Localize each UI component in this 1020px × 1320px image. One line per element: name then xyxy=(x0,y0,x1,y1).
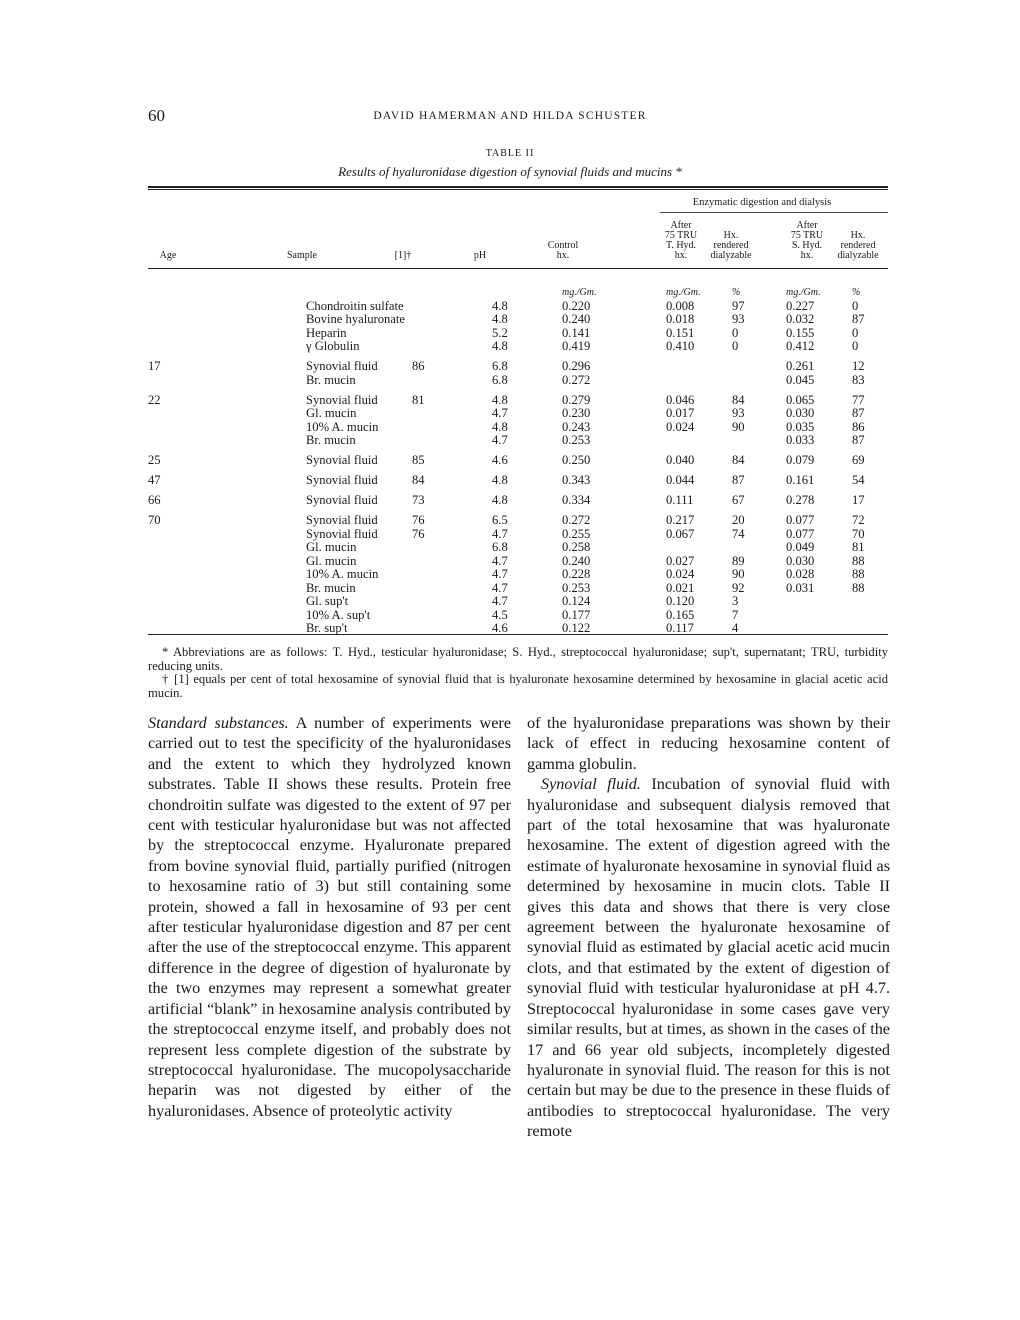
cell-age: 47 xyxy=(148,473,161,487)
running-head: DAVID HAMERMAN AND HILDA SCHUSTER xyxy=(373,110,647,122)
table-row xyxy=(148,555,888,569)
cell-sample: Synovial fluid xyxy=(306,392,378,407)
cell-age xyxy=(148,313,222,327)
cell-t_after: 0.040 xyxy=(666,453,695,467)
cell-sample: Synovial fluid xyxy=(306,526,378,541)
cell-sample: 10% A. mucin xyxy=(306,567,379,581)
paragraph-synovial-fluid xyxy=(527,774,890,1141)
cell-age xyxy=(148,407,222,421)
table-row xyxy=(148,528,888,542)
cell-sample: Br. sup't xyxy=(306,621,348,635)
cell-t_rendered: 97 xyxy=(732,298,745,313)
header-sample: Sample xyxy=(287,250,317,261)
cell-s_rendered: 88 xyxy=(852,567,865,581)
cell-t_after: 0.117 xyxy=(666,621,694,635)
cell-age xyxy=(148,434,222,448)
cell-age xyxy=(148,340,222,354)
span-header-rule xyxy=(660,212,888,213)
table-caption: Results of hyaluronidase digestion of synovial fluids and mucins * xyxy=(338,164,682,179)
cell-age: 66 xyxy=(148,493,161,507)
cell-t_rendered xyxy=(724,374,784,388)
cell-control: 0.243 xyxy=(562,419,591,434)
cell-age xyxy=(148,327,222,341)
cell-s_after: 0.028 xyxy=(786,567,815,581)
cell-s_rendered: 12 xyxy=(852,359,865,373)
cell-age xyxy=(148,374,222,388)
cell-s_after: 0.161 xyxy=(786,473,815,487)
cell-s_after: 0.155 xyxy=(786,325,815,340)
header-t-after: After 75 TRU T. Hyd. hx. xyxy=(664,220,698,261)
cell-s_rendered: 81 xyxy=(852,540,865,554)
table-row xyxy=(148,514,888,528)
cell-ph: 4.7 xyxy=(492,594,508,608)
cell-bracket xyxy=(382,555,466,569)
table-row xyxy=(148,595,888,609)
cell-control: 0.279 xyxy=(562,392,591,407)
cell-t_after: 0.008 xyxy=(666,298,695,313)
cell-t_after xyxy=(660,434,724,448)
cell-t_after xyxy=(660,360,724,374)
table-head-rule xyxy=(148,268,888,269)
table-label: TABLE II xyxy=(485,148,535,159)
cell-t_rendered: 87 xyxy=(732,473,745,487)
cell-t_rendered: 84 xyxy=(732,392,745,407)
cell-ph: 6.5 xyxy=(492,513,508,527)
cell-t_rendered: 90 xyxy=(732,567,745,581)
cell-age: 70 xyxy=(148,513,161,527)
cell-t_rendered: 89 xyxy=(732,553,745,568)
paragraph-lead: Synovial fluid. xyxy=(541,775,641,794)
cell-t_after: 0.046 xyxy=(666,392,695,407)
header-control: Control hx. xyxy=(547,240,579,261)
table-footnotes xyxy=(148,646,888,700)
cell-t_rendered: 0 xyxy=(732,339,739,353)
cell-t_rendered xyxy=(724,434,784,448)
cell-ph: 5.2 xyxy=(492,325,508,340)
cell-ph: 4.8 xyxy=(492,339,508,353)
cell-t_after: 0.151 xyxy=(666,325,695,340)
cell-control: 0.240 xyxy=(562,553,591,568)
cell-s_rendered xyxy=(848,609,888,623)
cell-s_rendered: 87 xyxy=(852,406,865,420)
cell-bracket: 76 xyxy=(412,526,425,541)
cell-bracket: 86 xyxy=(412,359,425,373)
cell-t_after: 0.165 xyxy=(666,607,695,622)
cell-s_after: 0.278 xyxy=(786,493,815,507)
units-row xyxy=(148,286,888,300)
cell-control: 0.419 xyxy=(562,339,591,353)
cell-control: 0.296 xyxy=(562,359,591,373)
cell-s_after: 0.065 xyxy=(786,392,815,407)
paragraph-lead: Standard substances. xyxy=(148,714,289,732)
cell-bracket: 85 xyxy=(412,453,425,467)
cell-t_after: 0.410 xyxy=(666,339,695,353)
cell-age xyxy=(148,609,222,623)
table-row xyxy=(148,374,888,388)
cell-t_rendered: 7 xyxy=(732,607,739,622)
cell-t_rendered: 92 xyxy=(732,580,745,595)
cell-t_after xyxy=(660,541,724,555)
cell-s_rendered: 87 xyxy=(852,433,865,447)
cell-s_rendered: 86 xyxy=(852,419,865,434)
cell-sample: Heparin xyxy=(306,325,347,340)
cell-age xyxy=(148,421,222,435)
cell-t_rendered: 67 xyxy=(732,493,745,507)
footnote-abbreviations: * Abbreviations are as follows: T. Hyd., testicular hyaluronidase; S. Hyd., streptococcal hyaluronidase; sup't, supernatant; TRU, turbidity reducing units. xyxy=(148,645,888,673)
footnote-bracket: † [1] equals per cent of total hexosamine of synovial fluid that is hyaluronate hexosamine determined by hexosamine in glacial acetic acid mucin. xyxy=(148,672,888,700)
cell-ph: 6.8 xyxy=(492,372,508,387)
cell-t_after: 0.024 xyxy=(666,567,695,581)
cell-ph: 4.8 xyxy=(492,392,508,407)
cell-ph: 4.6 xyxy=(492,453,508,467)
cell-bracket xyxy=(382,340,466,354)
body-column-right xyxy=(527,713,890,1142)
cell-t_after: 0.024 xyxy=(666,419,695,434)
cell-bracket xyxy=(382,407,466,421)
cell-age xyxy=(148,300,222,314)
table-row xyxy=(148,582,888,596)
table-row xyxy=(148,360,888,374)
cell-t_rendered: 4 xyxy=(732,621,739,635)
cell-age xyxy=(148,582,222,596)
cell-ph: 6.8 xyxy=(492,359,508,373)
cell-t_after: 0.027 xyxy=(666,553,695,568)
cell-bracket xyxy=(382,609,466,623)
cell-s_after: 0.045 xyxy=(786,372,815,387)
cell-t_rendered: 90 xyxy=(732,419,745,434)
paragraph-text: Incubation of synovial fluid with hyaluronidase and subsequent dialysis removed that part of the total hexosamine that was hyaluronate hexosamine. The extent of digestion agreed with the estimate of hyaluronate hexosamine in synovial fluid as determined by hexosamine in mucin clots. Table II gives this data and shows that there is very close agreement between the hyaluronate hexosamine of synovial fluid as estimated by glacial acetic acid mucin clots, and that estimated by the extent of digestion of synovial fluid with testicular hyaluronidase at pH 4.7. Streptococcal hyaluronidase in some cases gave very similar results, but at times, as shown in the cases of the 17 and 66 year old subjects, incompletely digested hyaluronate in synovial fluid. The reason for this is not certain but may be due to the presence in these fluids of antibodies to streptococcal hyaluronidase. The very remote xyxy=(527,775,890,1141)
cell-sample: Bovine hyaluronate xyxy=(306,312,405,326)
page-number: 60 xyxy=(148,106,165,125)
table-top-rule-inner xyxy=(148,189,888,190)
cell-sample: Br. mucin xyxy=(306,433,356,447)
cell-sample: Synovial fluid xyxy=(306,473,378,487)
cell-sample: Br. mucin xyxy=(306,372,356,387)
cell-age xyxy=(148,595,222,609)
unit-cell: % xyxy=(732,287,741,298)
cell-age: 17 xyxy=(148,359,161,373)
cell-s_rendered: 87 xyxy=(852,312,865,326)
table-row xyxy=(148,340,888,354)
cell-bracket: 84 xyxy=(412,473,425,487)
table-row xyxy=(148,327,888,341)
cell-control: 0.220 xyxy=(562,298,591,313)
paragraph-continued: of the hyaluronidase preparations was shown by their lack of effect in reducing hexosamine content of gamma globulin. xyxy=(527,714,890,773)
cell-s_after: 0.049 xyxy=(786,540,815,554)
cell-control: 0.230 xyxy=(562,406,591,420)
cell-control: 0.255 xyxy=(562,526,591,541)
cell-control: 0.334 xyxy=(562,493,591,507)
cell-t_rendered: 74 xyxy=(732,526,745,541)
cell-sample: Gl. sup't xyxy=(306,594,349,608)
cell-s_rendered: 72 xyxy=(852,513,865,527)
body-column-left xyxy=(148,713,511,1121)
cell-t_after: 0.018 xyxy=(666,312,695,326)
cell-control: 0.258 xyxy=(562,540,591,554)
cell-t_after xyxy=(660,374,724,388)
cell-ph: 4.7 xyxy=(492,526,508,541)
cell-sample: Synovial fluid xyxy=(306,453,378,467)
paragraph-standard-substances xyxy=(148,713,511,1121)
cell-control: 0.228 xyxy=(562,567,591,581)
span-header: Enzymatic digestion and dialysis xyxy=(692,197,832,208)
cell-control: 0.177 xyxy=(562,607,591,622)
cell-s_after: 0.030 xyxy=(786,553,815,568)
unit-cell: mg./Gm. xyxy=(666,287,701,298)
cell-ph: 4.8 xyxy=(492,312,508,326)
cell-s_after: 0.227 xyxy=(786,298,815,313)
cell-sample: Chondroitin sulfate xyxy=(306,298,404,313)
cell-s_after: 0.077 xyxy=(786,513,815,527)
header-s-rendered: Hx. rendered dialyzable xyxy=(837,230,879,261)
cell-t_after: 0.021 xyxy=(666,580,695,595)
cell-s_rendered: 0 xyxy=(852,339,859,353)
unit-cell xyxy=(148,286,222,300)
cell-s_after: 0.077 xyxy=(786,526,815,541)
cell-s_rendered: 17 xyxy=(852,493,865,507)
cell-sample: Synovial fluid xyxy=(306,359,378,373)
cell-s_rendered: 77 xyxy=(852,392,865,407)
cell-s_rendered xyxy=(848,595,888,609)
cell-ph: 6.8 xyxy=(492,540,508,554)
cell-s_after: 0.032 xyxy=(786,312,815,326)
cell-control: 0.141 xyxy=(562,325,591,340)
table-bottom-rule xyxy=(148,634,888,635)
cell-sample: Br. mucin xyxy=(306,580,356,595)
cell-bracket: 76 xyxy=(412,513,425,527)
table-row xyxy=(148,474,888,488)
cell-s_after: 0.030 xyxy=(786,406,815,420)
cell-bracket xyxy=(382,374,466,388)
cell-sample: Gl. mucin xyxy=(306,540,357,554)
cell-bracket xyxy=(382,327,466,341)
cell-bracket xyxy=(382,568,466,582)
cell-s_rendered: 70 xyxy=(852,526,865,541)
cell-bracket: 81 xyxy=(412,392,425,407)
cell-bracket xyxy=(382,541,466,555)
unit-cell: % xyxy=(852,287,861,298)
table-row xyxy=(148,609,888,623)
cell-age xyxy=(148,528,222,542)
cell-s_rendered: 88 xyxy=(852,580,865,595)
cell-age xyxy=(148,555,222,569)
cell-t_rendered: 84 xyxy=(732,453,745,467)
cell-bracket xyxy=(382,434,466,448)
cell-ph: 4.8 xyxy=(492,493,508,507)
cell-age: 25 xyxy=(148,453,161,467)
cell-t_after: 0.044 xyxy=(666,473,695,487)
cell-s_rendered: 88 xyxy=(852,553,865,568)
cell-s_rendered: 83 xyxy=(852,372,865,387)
cell-control: 0.122 xyxy=(562,621,591,635)
cell-age xyxy=(148,541,222,555)
cell-s_rendered: 69 xyxy=(852,453,865,467)
cell-s_after xyxy=(784,609,848,623)
cell-sample: Gl. mucin xyxy=(306,553,357,568)
header-age: Age xyxy=(159,250,177,261)
cell-ph: 4.8 xyxy=(492,419,508,434)
cell-t_rendered: 0 xyxy=(732,325,739,340)
cell-bracket xyxy=(382,582,466,596)
cell-sample: γ Globulin xyxy=(306,339,360,353)
cell-age: 22 xyxy=(148,392,161,407)
cell-t_after: 0.017 xyxy=(666,406,695,420)
cell-t_after: 0.111 xyxy=(666,493,694,507)
unit-cell xyxy=(382,286,466,300)
cell-age xyxy=(148,568,222,582)
cell-sample: Synovial fluid xyxy=(306,493,378,507)
cell-ph: 4.7 xyxy=(492,406,508,420)
header-bracket: [1]† xyxy=(394,250,412,261)
unit-cell xyxy=(466,286,536,300)
cell-s_after: 0.031 xyxy=(786,580,815,595)
cell-ph: 4.7 xyxy=(492,567,508,581)
cell-t_after: 0.217 xyxy=(666,513,695,527)
header-ph: pH xyxy=(473,250,487,261)
cell-t_rendered: 20 xyxy=(732,513,745,527)
cell-s_after: 0.033 xyxy=(786,433,815,447)
cell-ph: 4.7 xyxy=(492,580,508,595)
cell-sample: 10% A. sup't xyxy=(306,607,371,622)
cell-ph: 4.5 xyxy=(492,607,508,622)
cell-t_rendered xyxy=(724,541,784,555)
unit-cell: mg./Gm. xyxy=(786,287,821,298)
cell-ph: 4.7 xyxy=(492,433,508,447)
cell-t_after: 0.067 xyxy=(666,526,695,541)
cell-t_rendered: 93 xyxy=(732,406,745,420)
table-row xyxy=(148,394,888,408)
cell-control: 0.253 xyxy=(562,580,591,595)
cell-sample: Gl. mucin xyxy=(306,406,357,420)
cell-ph: 4.7 xyxy=(492,553,508,568)
table-row xyxy=(148,494,888,508)
cell-s_after xyxy=(784,595,848,609)
cell-s_after: 0.035 xyxy=(786,419,815,434)
cell-control: 0.343 xyxy=(562,473,591,487)
cell-bracket xyxy=(382,595,466,609)
paragraph-text: A number of experiments were carried out to test the specificity of the hyaluronidases and the extent to which they hydrolyzed known substrates. Table II shows these results. Protein free chondroitin sulfate was digested to the extent of 97 per cent with testicular hyaluronidase but was not affected by the streptococcal enzyme. Hyaluronate prepared from bovine synovial fluid, partially purified (nitrogen to hexosamine ratio of 3) but still containing some protein, showed a fall in hexosamine of 93 per cent after testicular hyaluronidase digestion and 87 per cent after the use of the streptococcal enzyme. This apparent difference in the degree of digestion of hyaluronate by the two enzymes may represent a somewhat greater artificial “blank” in hexosamine analysis contributed by the streptococcal enzyme itself, and probably does not represent less complete digestion of the substrate by streptococcal hyaluronidase. The mucopolysaccharide heparin was not digested by either of the hyaluronidases. Absence of proteolytic activity xyxy=(148,714,511,1120)
header-s-after: After 75 TRU S. Hyd. hx. xyxy=(790,220,824,261)
cell-ph: 4.6 xyxy=(492,621,508,635)
cell-t_rendered: 3 xyxy=(732,594,739,608)
cell-ph: 4.8 xyxy=(492,298,508,313)
cell-ph: 4.8 xyxy=(492,473,508,487)
table-row xyxy=(148,300,888,314)
table-top-rule xyxy=(148,186,888,188)
table-row xyxy=(148,568,888,582)
cell-t_after: 0.120 xyxy=(666,594,695,608)
unit-cell: mg./Gm. xyxy=(562,287,597,298)
cell-t_rendered: 93 xyxy=(732,312,745,326)
cell-s_rendered: 0 xyxy=(852,298,859,313)
cell-bracket: 73 xyxy=(412,493,425,507)
cell-control: 0.272 xyxy=(562,372,591,387)
cell-t_rendered xyxy=(724,360,784,374)
unit-cell xyxy=(222,286,382,300)
cell-sample: Synovial fluid xyxy=(306,513,378,527)
table-row xyxy=(148,407,888,421)
cell-control: 0.124 xyxy=(562,594,591,608)
cell-s_after: 0.412 xyxy=(786,339,815,353)
cell-control: 0.240 xyxy=(562,312,591,326)
cell-bracket xyxy=(382,421,466,435)
cell-control: 0.272 xyxy=(562,513,591,527)
table-row xyxy=(148,434,888,448)
results-table xyxy=(148,286,888,636)
header-t-rendered: Hx. rendered dialyzable xyxy=(710,230,752,261)
table-row xyxy=(148,454,888,468)
cell-control: 0.250 xyxy=(562,453,591,467)
cell-sample: 10% A. mucin xyxy=(306,419,379,434)
cell-s_after: 0.079 xyxy=(786,453,815,467)
cell-s_rendered: 0 xyxy=(852,325,859,340)
table-row xyxy=(148,313,888,327)
table-row xyxy=(148,541,888,555)
table-row xyxy=(148,421,888,435)
cell-s_after: 0.261 xyxy=(786,359,815,373)
cell-s_rendered: 54 xyxy=(852,473,865,487)
cell-control: 0.253 xyxy=(562,433,591,447)
